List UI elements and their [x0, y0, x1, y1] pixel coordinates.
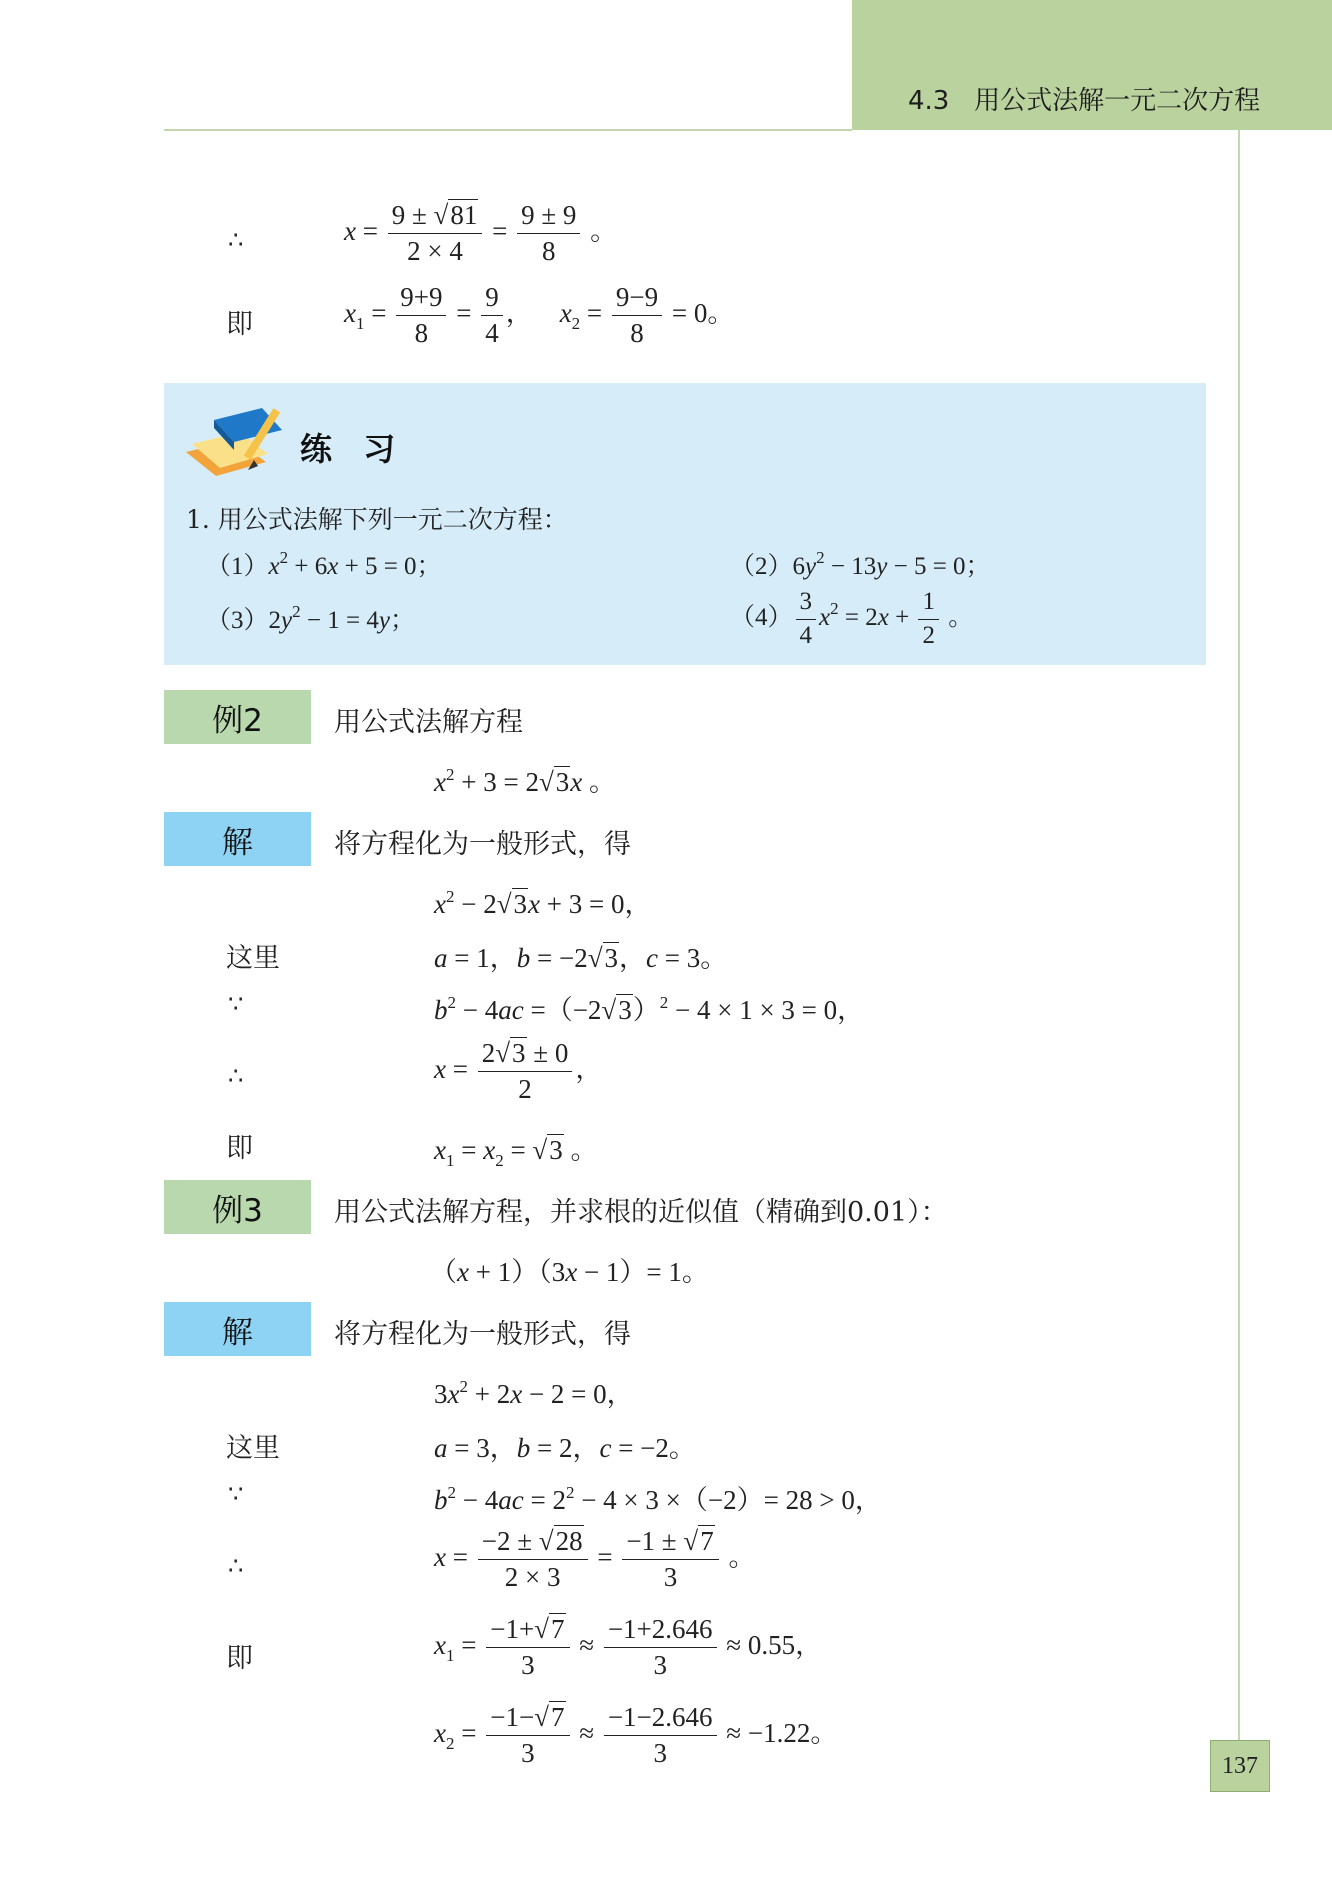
header-rule	[164, 129, 852, 131]
solution-1-coefficients: a = 1，b = −2√3，c = 3。	[434, 943, 728, 973]
section-title: 用公式法解一元二次方程	[974, 86, 1261, 116]
example-2-label: 例2	[164, 690, 311, 744]
example-3-label: 例3	[164, 1180, 311, 1234]
solution-1-text: 将方程化为一般形式，得	[334, 829, 631, 860]
example-2-equation: $x^2 + 3 = 2√3x$ 。	[434, 765, 616, 797]
solution-2-formula: x = $\frac{-2 \pm √28}{2 \times 3}$ = $\frac{-1 \pm √7}{3}$ 。	[434, 1526, 756, 1593]
because-symbol-1: ∵	[228, 990, 244, 1018]
page-number: 137	[1210, 1740, 1270, 1792]
therefore-symbol: ∴	[228, 226, 244, 254]
exercise-part-1: $(1)x^2 + 6x + 5 = 0$；	[206, 548, 442, 580]
books-pencil-icon	[178, 400, 288, 480]
solution-2-general-form: $3x^2 + 2x - 2 = 0$，	[434, 1377, 634, 1409]
namely-symbol: 即	[226, 309, 253, 340]
section-number: 4.3	[908, 86, 950, 116]
solution-1-general-form: $x^2 - 2√3x + 3 = 0$，	[434, 887, 652, 919]
therefore-symbol-1: ∴	[228, 1062, 244, 1090]
equation-top-2: $x_1$ = $\frac{9+9}{8}$ = $\frac{9}{4}$ ， $x_2$ = $\frac{9-9}{8}$ = 0。	[344, 282, 735, 349]
exercise-part-3: $(3)2y^2 - 1 = 4y$；	[206, 602, 415, 634]
namely-symbol-1: 即	[226, 1133, 253, 1164]
chapter-header	[908, 80, 1260, 117]
namely-symbol-2: 即	[226, 1643, 253, 1674]
solution-1-formula: x = $\frac{2√3 \pm 0}{2}$ ，	[434, 1038, 603, 1105]
solution-1-discriminant: $b^2 - 4ac =(-2√3)^2 - 4 \times 1 \times 3 = 0$，	[434, 993, 865, 1025]
solution-2-root-2: $x_2$ = $\frac{-1-√7}{3}$ ≈ $\frac{-1-2.646}{3}$ ≈ −1.22。	[434, 1702, 838, 1769]
solution-1-label: 解	[164, 812, 311, 866]
therefore-symbol-2: ∴	[228, 1552, 244, 1580]
solution-2-label: 解	[164, 1302, 311, 1356]
solution-2-coefficients: a = 3，b = 2，c = −2。	[434, 1433, 696, 1463]
exercise-question-1: 1. 用公式法解下列一元二次方程：	[186, 505, 568, 534]
solution-2-discriminant: $b^2 - 4ac = 2^2 - 4 \times 3 \times(-2)= 28 > 0$，	[434, 1483, 882, 1515]
example-3-text: 用公式法解方程，并求根的近似值（精确到0.01）：	[334, 1197, 948, 1228]
solution-2-text: 将方程化为一般形式，得	[334, 1319, 631, 1350]
margin-rule	[1238, 130, 1240, 1745]
exercise-part-4: （4） $\frac{3}{4}$ $x^2 = 2x$ + $\frac{1}{2}$ 。	[730, 588, 974, 649]
solution-2-root-1: $x_1$ = $\frac{-1+√7}{3}$ ≈ $\frac{-1+2.646}{3}$ ≈ 0.55，	[434, 1614, 823, 1681]
example-2-text: 用公式法解方程	[334, 707, 523, 738]
exercise-part-2: $(2)6y^2 - 13y - 5 = 0$；	[730, 548, 991, 580]
solution-1-roots: $x_1 = x_2 = √3$ 。	[434, 1135, 598, 1170]
here-label-2: 这里	[226, 1433, 280, 1464]
example-3-equation: （x + 1）（3x − 1）= 1。	[430, 1257, 709, 1287]
here-label-1: 这里	[226, 943, 280, 974]
equation-top-1: x = $\frac{9 \pm √81}{2 \times 4}$ = $\frac{9 \pm 9}{8}$ 。	[344, 200, 618, 267]
because-symbol-2: ∵	[228, 1480, 244, 1508]
exercise-title: 练 习	[300, 430, 406, 468]
